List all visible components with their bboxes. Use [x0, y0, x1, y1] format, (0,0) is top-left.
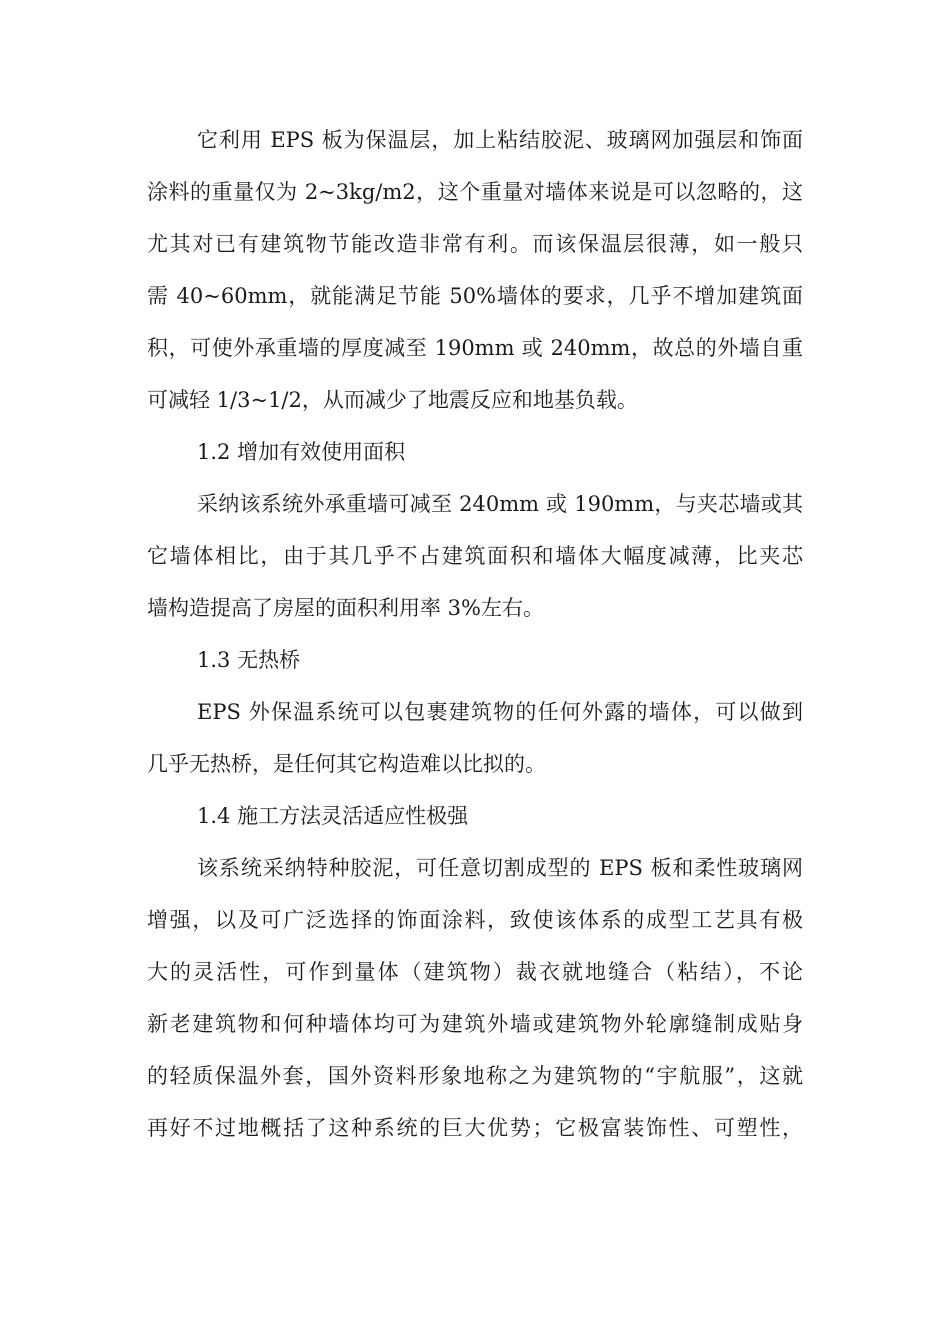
paragraph-line: 积，可使外承重墙的厚度减至 190mm 或 240mm，故总的外墙自重 [147, 336, 803, 360]
paragraph-line: EPS 外保温系统可以包裹建筑物的任何外露的墙体，可以做到 [197, 700, 803, 724]
paragraph-line: 墙构造提高了房屋的面积利用率 3%左右。 [147, 596, 544, 620]
paragraph-line: 的轻质保温外套，国外资料形象地称之为建筑物的“宇航服”，这就 [147, 1064, 803, 1088]
paragraph-line: 它利用 EPS 板为保温层，加上粘结胶泥、玻璃网加强层和饰面 [197, 128, 803, 152]
paragraph-line: 大的灵活性，可作到量体（建筑物）裁衣就地缝合（粘结），不论 [147, 960, 803, 984]
document-body [147, 114, 803, 1154]
paragraph-line: 增强，以及可广泛选择的饰面涂料，致使该体系的成型工艺具有极 [147, 908, 803, 932]
paragraph-line: 涂料的重量仅为 2~3kg/m2，这个重量对墙体来说是可以忽略的，这 [147, 180, 803, 204]
paragraph-line: 新老建筑物和何种墙体均可为建筑外墙或建筑物外轮廓缝制成贴身 [147, 1012, 803, 1036]
section-heading: 1.3 无热桥 [197, 648, 301, 672]
paragraph-line: 采纳该系统外承重墙可减至 240mm 或 190mm，与夹芯墙或其 [197, 492, 803, 516]
section-heading: 1.4 施工方法灵活适应性极强 [197, 804, 469, 828]
paragraph-line: 需 40~60mm，就能满足节能 50%墙体的要求，几乎不增加建筑面 [147, 284, 803, 308]
paragraph-line: 它墙体相比，由于其几乎不占建筑面积和墙体大幅度减薄，比夹芯 [147, 544, 803, 568]
paragraph-line: 再好不过地概括了这种系统的巨大优势；它极富装饰性、可塑性， [147, 1116, 803, 1140]
paragraph-line: 几乎无热桥，是任何其它构造难以比拟的。 [147, 752, 546, 776]
paragraph-line: 可减轻 1/3~1/2，从而减少了地震反应和地基负载。 [147, 388, 638, 412]
paragraph-line: 尤其对已有建筑物节能改造非常有利。而该保温层很薄，如一般只 [147, 232, 803, 256]
section-heading: 1.2 增加有效使用面积 [197, 440, 406, 464]
paragraph-line: 该系统采纳特种胶泥，可任意切割成型的 EPS 板和柔性玻璃网 [197, 856, 803, 880]
